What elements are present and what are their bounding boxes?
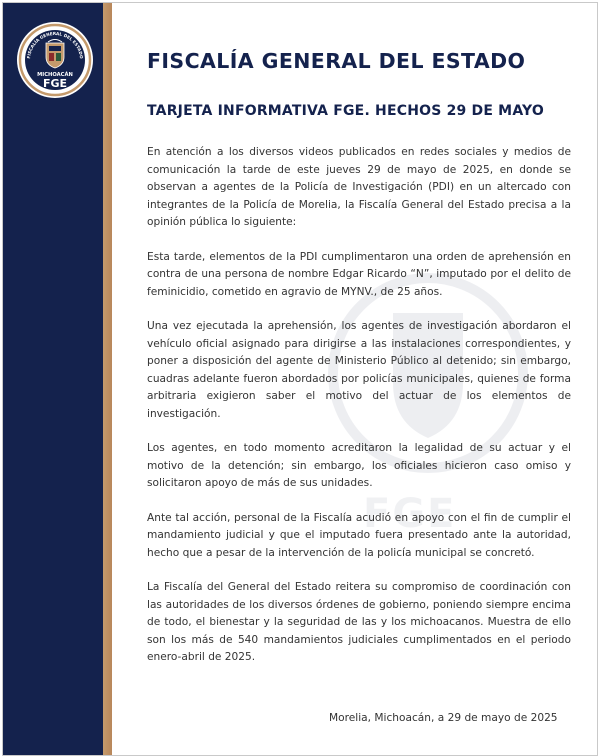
document-page — [2, 2, 598, 756]
seal-acronym: FGE — [42, 77, 68, 90]
watermark-text: FGE — [363, 491, 457, 537]
page-title: FISCALÍA GENERAL DEL ESTADO — [147, 49, 526, 73]
place-date-line: Morelia, Michoacán, a 29 de mayo de 2025 — [329, 712, 558, 724]
body-paragraph: En atención a los diversos videos publicados en redes sociales y medios de comunicación la tarde de este jueves 29 de mayo de 2025, en donde se observan a agentes de la Policía de Investigación (PDI) en un altercado con integrantes de la Policía de Morelia, la Fiscalía General del Estado precisa a la opinión pública lo siguiente: — [147, 146, 571, 228]
sidebar-band — [3, 3, 103, 755]
document-body — [147, 144, 571, 684]
body-paragraph: Los agentes, en todo momento acreditaron la legalidad de su actuar y el motivo de la detención; sin embargo, los oficiales hicieron caso omiso y solicitaron apoyo de más de sus unidades. — [147, 442, 571, 489]
coat-of-arms-icon — [46, 40, 64, 69]
seal-state: MICHOACÁN — [37, 72, 73, 78]
body-paragraph: Una vez ejecutada la aprehensión, los agentes de investigación abordaron el vehículo oficial asignado para dirigirse a las instalaciones correspondientes, y poner a disposición del agente de Ministerio Público al detenido; sin embargo, cuadras adelante fueron abordados por policías municipales, quienes de forma arbitraria exigieron saber el motivo del actuar de los elementos de investigación. — [147, 320, 571, 420]
body-paragraph: Ante tal acción, personal de la Fiscalía acudió en apoyo con el fin de cumplir el mandamiento judicial y que el imputado fuera presentado ante la autoridad, hecho que a pesar de la intervención de la policía municipal se concretó. — [147, 511, 571, 559]
body-paragraph: Esta tarde, elementos de la PDI cumplimentaron una orden de aprehensión en contra de una persona de nombre Edgar Ricardo “N”, imputado por el delito de feminicidio, cometido en agravio de MYNV., de 25 años. — [147, 250, 571, 298]
seal-top-text: FISCALÍA GENERAL DEL ESTADO — [26, 30, 85, 59]
body-paragraph: La Fiscalía del General del Estado reitera su compromiso de coordinación con las autoridades de los diversos órdenes de gobierno, poniendo siempre encima de todo, el bienestar y la seguridad de las y los michoacanos. Muestra de ello son los más de 540 mandamientos judiciales cumplimentados en el periodo enero-abril de 2025. — [147, 581, 571, 663]
document-subtitle: TARJETA INFORMATIVA FGE. HECHOS 29 DE MAYO — [147, 103, 544, 119]
sidebar-gold-edge — [103, 3, 112, 755]
fge-seal-logo — [16, 21, 94, 99]
